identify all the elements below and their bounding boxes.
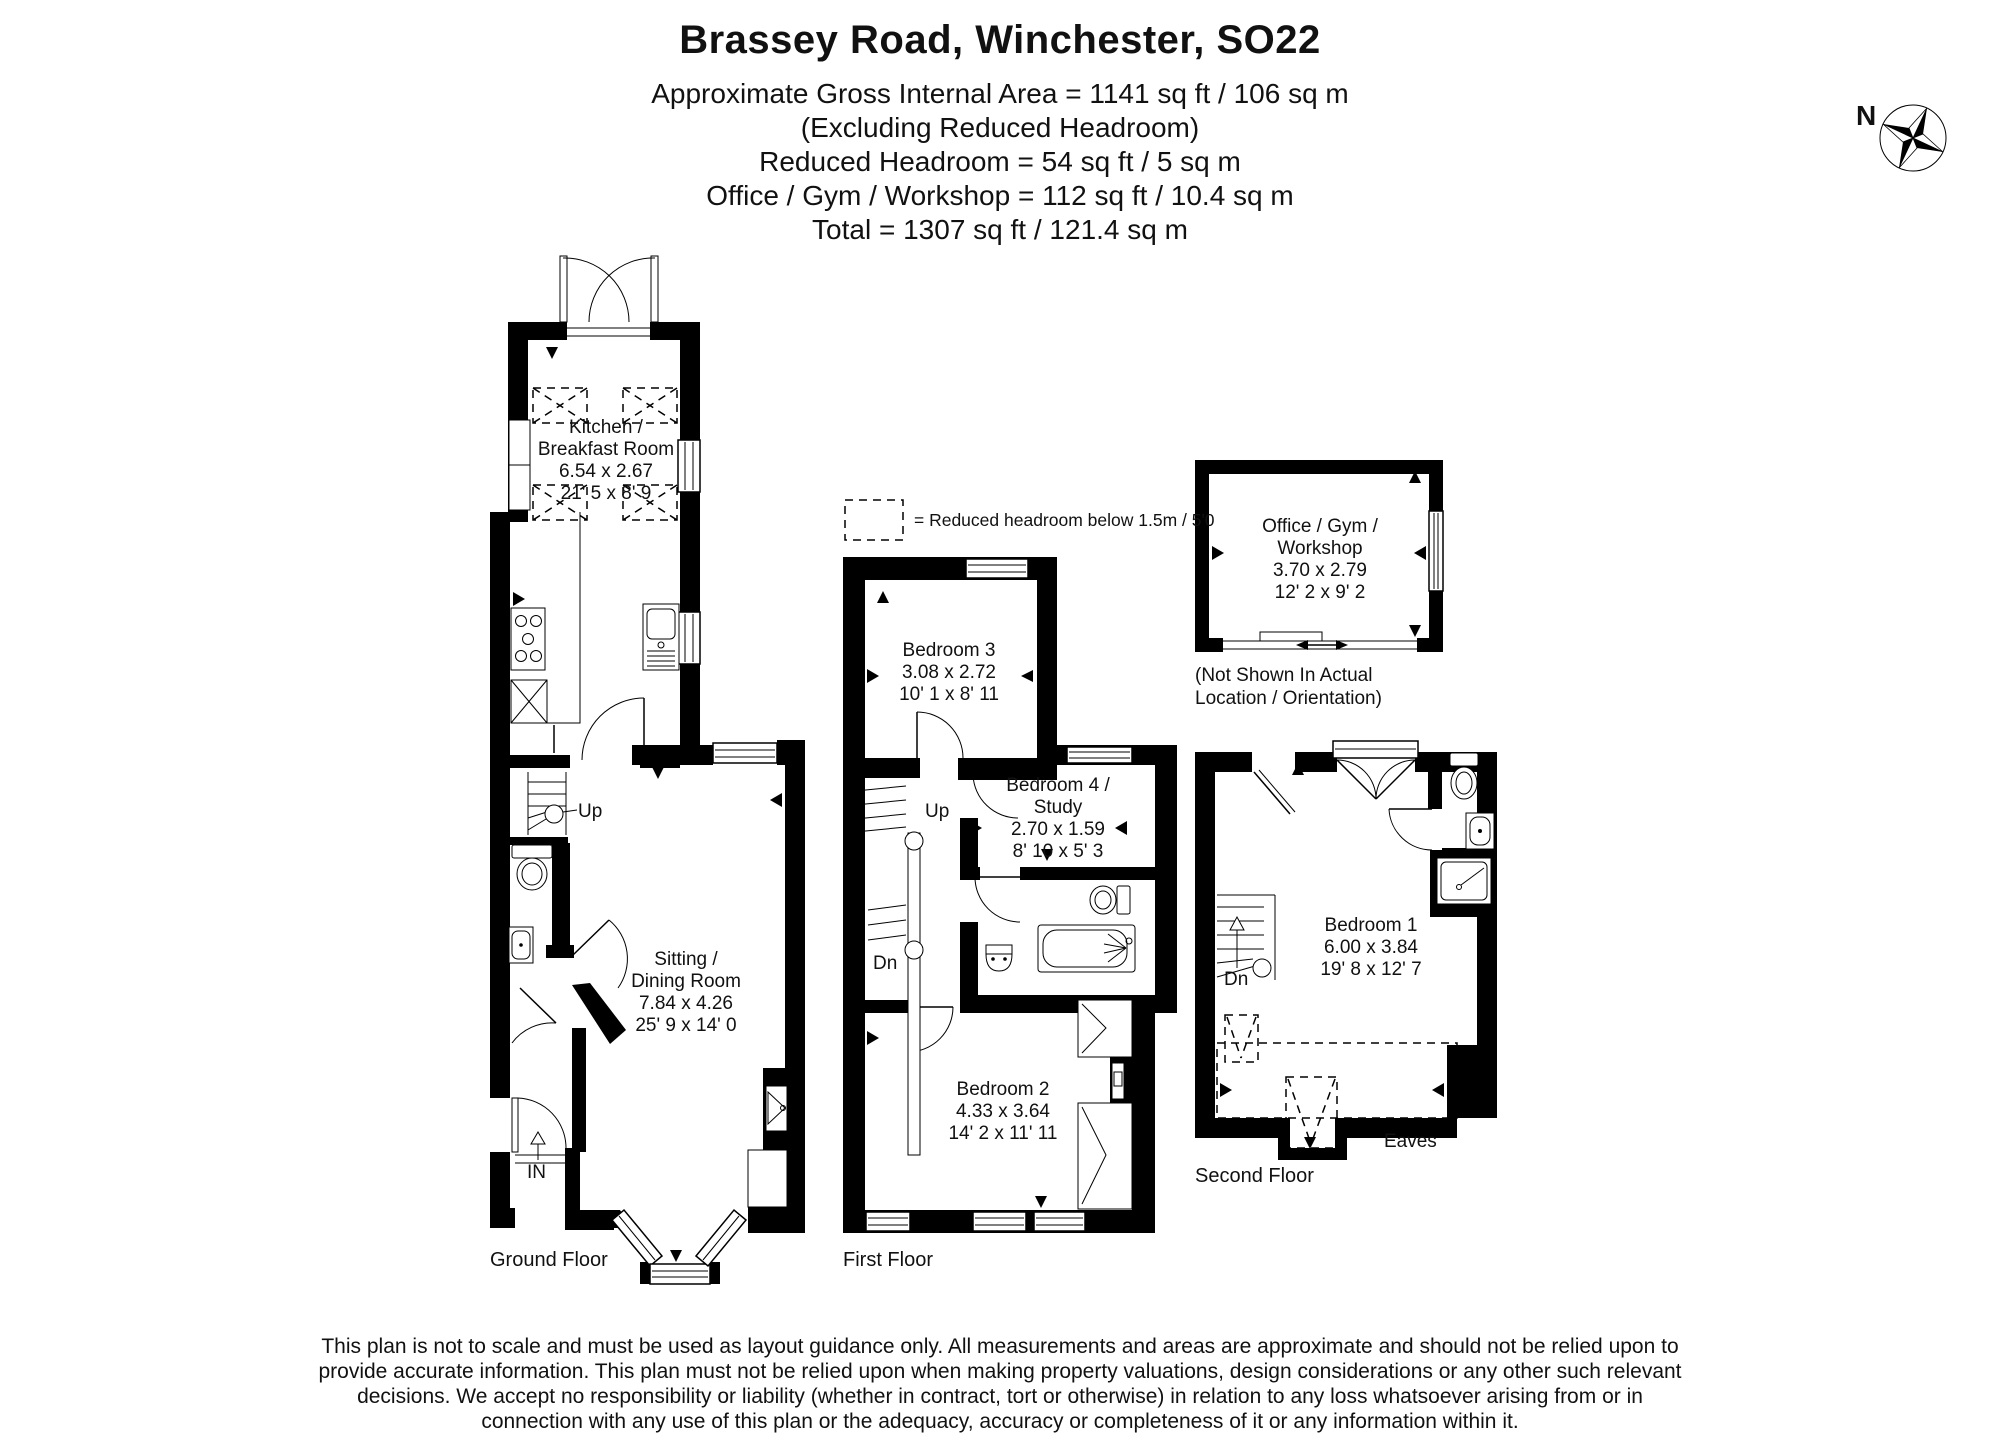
room-name: Bedroom 4 / (1006, 775, 1110, 796)
bath-icon (1038, 925, 1135, 972)
room-dimensions-metric: 6.00 x 3.84 (1323, 937, 1419, 958)
room-label-kitchen (538, 417, 674, 505)
room-name: Office / Gym / (1262, 516, 1378, 537)
disclaimer-line: provide accurate information. This plan must not be relied upon when making property valuations, design considerations or any other such relevant (318, 1360, 1682, 1383)
legend-label: = Reduced headroom below 1.5m / 5'0 (914, 510, 1215, 530)
stairs-down-label-second: Dn (1224, 969, 1249, 990)
room-name: Bedroom 1 (1324, 915, 1418, 936)
bedroom2-window-1 (866, 1212, 910, 1231)
sink-icon (986, 945, 1012, 971)
room-dimensions-metric: 6.54 x 2.67 (558, 461, 654, 482)
floor-label-second: Second Floor (1195, 1165, 1314, 1187)
room-name: Breakfast Room (537, 439, 675, 460)
toilet-icon (1450, 753, 1478, 799)
sitting-window (713, 743, 777, 763)
room-dimensions-imperial: 12' 2 x 9' 2 (1274, 582, 1366, 603)
room-dimensions-imperial: 19' 8 x 12' 7 (1320, 959, 1422, 980)
room-label-office (1262, 516, 1378, 604)
disclaimer (0, 1334, 2000, 1434)
sink-icon (1466, 813, 1494, 849)
bathroom-door (975, 877, 1020, 922)
staircase-second (1217, 895, 1275, 980)
office-note-line: (Not Shown In Actual (1195, 665, 1373, 686)
french-doors (560, 256, 658, 336)
bedroom2-window-3 (1034, 1212, 1085, 1231)
room-label-sitting (631, 949, 741, 1037)
wardrobe-icon (1333, 741, 1418, 799)
entrance-label: IN (527, 1162, 546, 1183)
room-name: Bedroom 3 (902, 640, 996, 661)
toilet-icon (512, 845, 552, 890)
room-dimensions-metric: 7.84 x 4.26 (638, 993, 734, 1014)
basin-icon (509, 927, 533, 963)
office-note (1195, 664, 1382, 710)
sliding-door (1223, 632, 1417, 650)
room-dimensions-metric: 4.33 x 3.64 (955, 1101, 1051, 1122)
chimney-recess (1112, 1063, 1124, 1099)
area-line: Office / Gym / Workshop = 112 sq ft / 10.4 sq m (706, 180, 1294, 211)
room-label-bedroom2 (948, 1079, 1057, 1145)
legend-box (845, 500, 903, 540)
disclaimer-line: This plan is not to scale and must be used as layout guidance only. All measurements and areas are approximate and should not be relied upon to (321, 1335, 1679, 1358)
front-door (512, 1098, 567, 1163)
room-dimensions-imperial: 14' 2 x 11' 11 (948, 1123, 1058, 1144)
area-line: Total = 1307 sq ft / 121.4 sq m (812, 214, 1188, 245)
fireplace-icon (766, 1086, 787, 1131)
room-name: Kitchen / (569, 417, 643, 438)
room-name: Workshop (1277, 538, 1363, 559)
disclaimer-line: connection with any use of this plan or the adequacy, accuracy or completeness of it or any information within it. (481, 1410, 1519, 1433)
header (0, 18, 2000, 247)
kitchen-window-1 (678, 440, 700, 492)
room-dimensions-imperial: 8' 10 x 5' 3 (1012, 841, 1104, 862)
entrance-arrow-icon (531, 1132, 545, 1160)
room-name: Sitting / (654, 949, 718, 970)
eaves-label: Eaves (1384, 1131, 1437, 1152)
stairs-up-label-first: Up (925, 801, 950, 822)
room-label-bedroom4 (1006, 775, 1110, 863)
room-label-bedroom3 (899, 640, 999, 706)
room-dimensions-imperial: 25' 9 x 14' 0 (635, 1015, 737, 1036)
room-dimensions-metric: 3.08 x 2.72 (901, 662, 997, 683)
room-name: Bedroom 2 (956, 1079, 1050, 1100)
area-line: Reduced Headroom = 54 sq ft / 5 sq m (759, 146, 1241, 177)
bedroom4-window (1067, 747, 1132, 763)
bedroom3-door (917, 712, 963, 760)
staircase-ground (528, 772, 577, 835)
room-dimensions-metric: 2.70 x 1.59 (1010, 819, 1106, 840)
ground-floor-plan (490, 256, 805, 1284)
kitchen-window-2 (678, 612, 700, 664)
north-label: N (1856, 100, 1877, 131)
office-window (1429, 511, 1443, 591)
room-name: Study (1033, 797, 1083, 818)
room-name: Dining Room (631, 971, 741, 992)
room-label-bedroom1 (1320, 915, 1421, 981)
shower-icon (1437, 858, 1491, 904)
wardrobe-icons (1078, 1000, 1132, 1209)
disclaimer-line: decisions. We accept no responsibility or liability (whether in contract, tort or otherwise) in relation to any loss whatsoever arising from or in (357, 1385, 1643, 1408)
toilet-icon (1090, 886, 1130, 914)
stairs-up-label-ground: Up (578, 801, 603, 822)
area-line: Approximate Gross Internal Area = 1141 sq ft / 106 sq m (651, 78, 1349, 109)
bedroom2-window-2 (973, 1212, 1026, 1231)
area-line: (Excluding Reduced Headroom) (800, 112, 1200, 143)
bedroom3-window (966, 559, 1028, 578)
ensuite-door (1389, 809, 1432, 850)
floor-label-ground: Ground Floor (490, 1249, 608, 1271)
room-dimensions-imperial: 21' 5 x 8' 9 (560, 483, 652, 504)
room-dimensions-metric: 3.70 x 2.79 (1272, 560, 1368, 581)
room-dimensions-imperial: 10' 1 x 8' 11 (899, 684, 999, 705)
area-summary (0, 77, 2000, 247)
bedroom1-door (1254, 770, 1295, 814)
kitchen-sink-icon (643, 604, 679, 670)
bay-window (612, 1210, 746, 1284)
floor-label-first: First Floor (843, 1249, 933, 1271)
doors (1254, 770, 1432, 850)
alcove (748, 1150, 787, 1207)
stairs-down-label-first: Dn (873, 953, 898, 974)
page-title: Brassey Road, Winchester, SO22 (679, 18, 1321, 62)
office-note-line: Location / Orientation) (1195, 688, 1382, 709)
